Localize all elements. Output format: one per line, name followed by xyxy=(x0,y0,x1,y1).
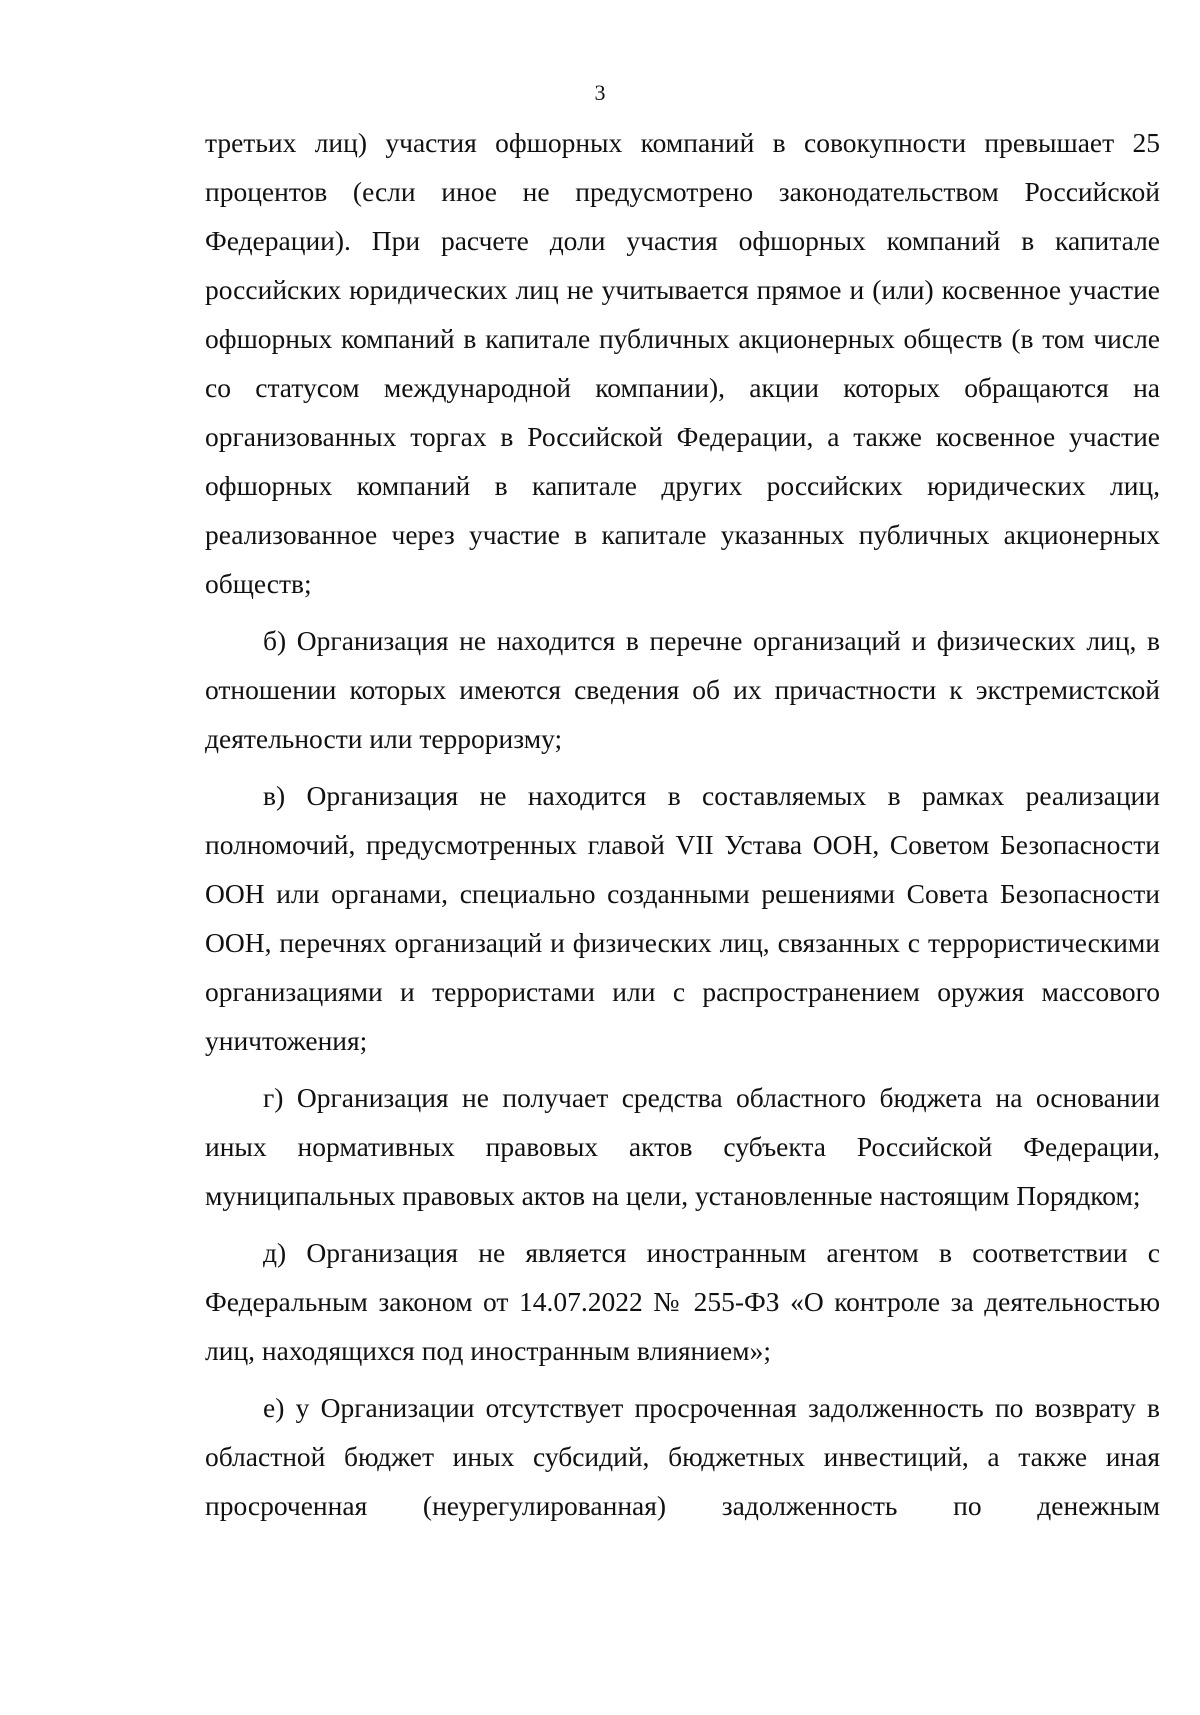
paragraph-item-v: в) Организация не находится в составляемых в рамках реализации полномочий, предусмотренных главой VII Устава ООН, Советом Безопасности ООН или органами, специально созданными решениями Совета Безопасности ООН, перечнях организаций и физических лиц, связанных с террористическими организациями и террористами или с распространением оружия массового уничтожения; xyxy=(205,780,1160,1056)
paragraph-item-d: д) Организация не является иностранным агентом в соответствии с Федеральным законом от 14.07.2022 № 255-ФЗ «О контроле за деятельностью лиц, находящихся под иностранным влиянием»; xyxy=(205,1237,1160,1366)
paragraph-item-g: г) Организация не получает средства областного бюджета на основании иных нормативных правовых актов субъекта Российской Федерации, муниципальных правовых актов на цели, установленные настоящим Порядком; xyxy=(205,1082,1160,1211)
paragraph-item-b: б) Организация не находится в перечне организаций и физических лиц, в отношении которых имеются сведения об их причастности к экстремистской деятельности или терроризму; xyxy=(205,625,1160,754)
paragraph-item-e: е) у Организации отсутствует просроченная задолженность по возврату в областной бюджет иных субсидий, бюджетных инвестиций, а также иная просроченная (неурегулированная) задолженность по денежным xyxy=(205,1392,1160,1521)
document-body xyxy=(205,118,1160,1530)
page-number: 3 xyxy=(594,80,606,105)
paragraph-continuation: третьих лиц) участия офшорных компаний в совокупности превышает 25 процентов (если иное не предусмотрено законодательством Российской Федерации). При расчете доли участия офшорных компаний в капитале российских юридических лиц не учитывается прямое и (или) косвенное участие офшорных компаний в капитале публичных акционерных обществ (в том числе со статусом международной компании), акции которых обращаются на организованных торгах в Российской Федерации, а также косвенное участие офшорных компаний в капитале других российских юридических лиц, реализованное через участие в капитале указанных публичных акционерных обществ; xyxy=(205,127,1160,599)
